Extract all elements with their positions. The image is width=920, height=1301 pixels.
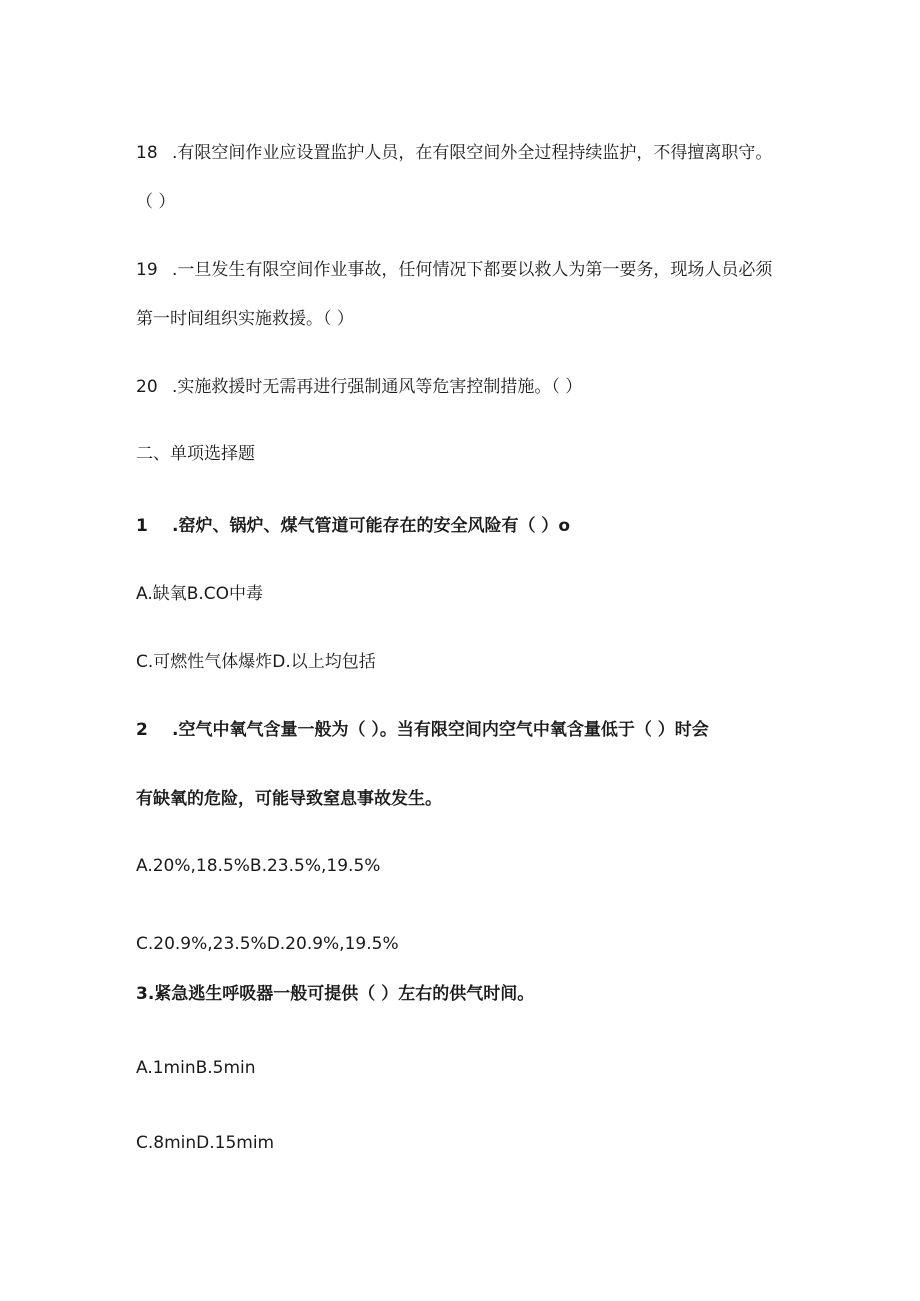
item-text: .实施救援时无需再进行强制通风等危害控制措施。（ ） <box>172 377 583 397</box>
question-stem: .空气中氧气含量一般为（ ）。当有限空间内空气中氧含量低于（ ）时会 <box>172 720 709 740</box>
judgment-item-18-continuation <box>136 190 175 214</box>
judgment-item-19-continuation <box>136 307 354 331</box>
question-3-options-ab: A.1minB.5min <box>136 1058 256 1078</box>
question-2-stem-continuation: 有缺氧的危险，可能导致窒息事故发生。 <box>136 789 442 809</box>
question-1-options-cd: C.可燃性气体爆炸D.以上均包括 <box>136 652 376 672</box>
judgment-item-18 <box>136 141 772 165</box>
item-number: 18 <box>136 143 158 163</box>
answer-blank: （ ） <box>136 192 176 212</box>
judgment-item-20 <box>136 375 582 399</box>
choice-question-1 <box>136 514 570 538</box>
item-text: .一旦发生有限空间作业事故，任何情况下都要以救人为第一要务，现场人员必须 <box>172 260 773 280</box>
question-stem: .窑炉、锅炉、煤气管道可能存在的安全风险有（ ）o <box>172 516 571 536</box>
question-number: 1 <box>136 516 148 536</box>
question-2-options-cd: C.20.9%,23.5%D.20.9%,19.5% <box>136 934 399 954</box>
item-number: 20 <box>136 377 158 397</box>
section-heading: 二、单项选择题 <box>136 444 255 464</box>
item-text: .有限空间作业应设置监护人员，在有限空间外全过程持续监护，不得擅离职守。 <box>172 143 773 163</box>
judgment-item-19 <box>136 258 772 282</box>
question-1-options-ab: A.缺氧B.CO中毒 <box>136 584 264 604</box>
choice-question-3: 3.紧急逃生呼吸器一般可提供（ ）左右的供气时间。 <box>136 984 535 1004</box>
question-2-options-ab: A.20%,18.5%B.23.5%,19.5% <box>136 856 381 876</box>
question-3-options-cd: C.8minD.15mim <box>136 1133 275 1153</box>
item-text-continuation: 第一时间组织实施救援。（ ） <box>136 309 354 329</box>
item-number: 19 <box>136 260 158 280</box>
choice-question-2 <box>136 718 709 742</box>
question-number: 2 <box>136 720 148 740</box>
